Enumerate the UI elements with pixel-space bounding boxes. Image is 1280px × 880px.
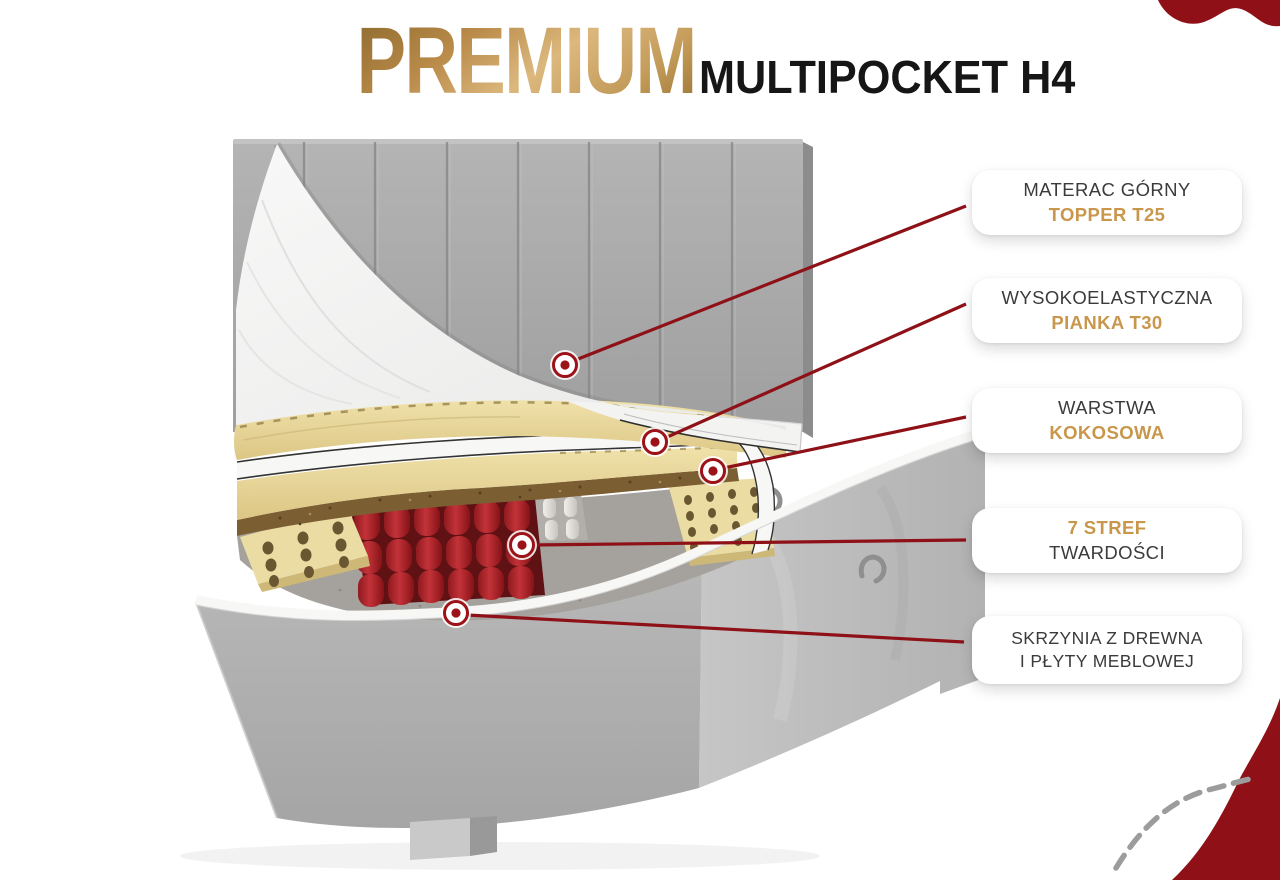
red-corner-curve-icon (1172, 698, 1280, 880)
callout-dot-5 (441, 598, 471, 628)
red-wave-blob-icon (1158, 0, 1280, 26)
label-coconut (972, 388, 1242, 453)
label-foam-line2: PIANKA T30 (1051, 311, 1163, 333)
label-zones-line2: TWARDOŚCI (1049, 541, 1165, 563)
callout-dot-2 (640, 427, 670, 457)
label-topper-line1: MATERAC GÓRNY (1023, 179, 1191, 201)
label-box (972, 616, 1242, 684)
label-coconut-line2: KOKOSOWA (1049, 421, 1165, 443)
label-zones-line1: 7 STREF (1067, 517, 1147, 539)
callout-dot-4 (507, 530, 537, 560)
bed-leg-front (410, 818, 470, 860)
label-box-line1: SKRZYNIA Z DREWNA (1011, 627, 1203, 648)
label-foam (972, 278, 1242, 343)
label-foam-line1: WYSOKOELASTYCZNA (1001, 287, 1213, 309)
callout-dot-1 (550, 350, 580, 380)
title-model: MULTIPOCKET H4 (699, 51, 1076, 103)
label-topper (972, 170, 1242, 235)
label-topper-line2: TOPPER T25 (1048, 203, 1166, 225)
label-box-line2: I PŁYTY MEBLOWEJ (1019, 651, 1195, 671)
bed-shadow (180, 842, 820, 870)
callout-dot-3 (698, 456, 728, 486)
title-premium: PREMIUM (356, 8, 696, 114)
label-zones (972, 508, 1242, 573)
label-coconut-line1: WARSTWA (1057, 397, 1157, 419)
